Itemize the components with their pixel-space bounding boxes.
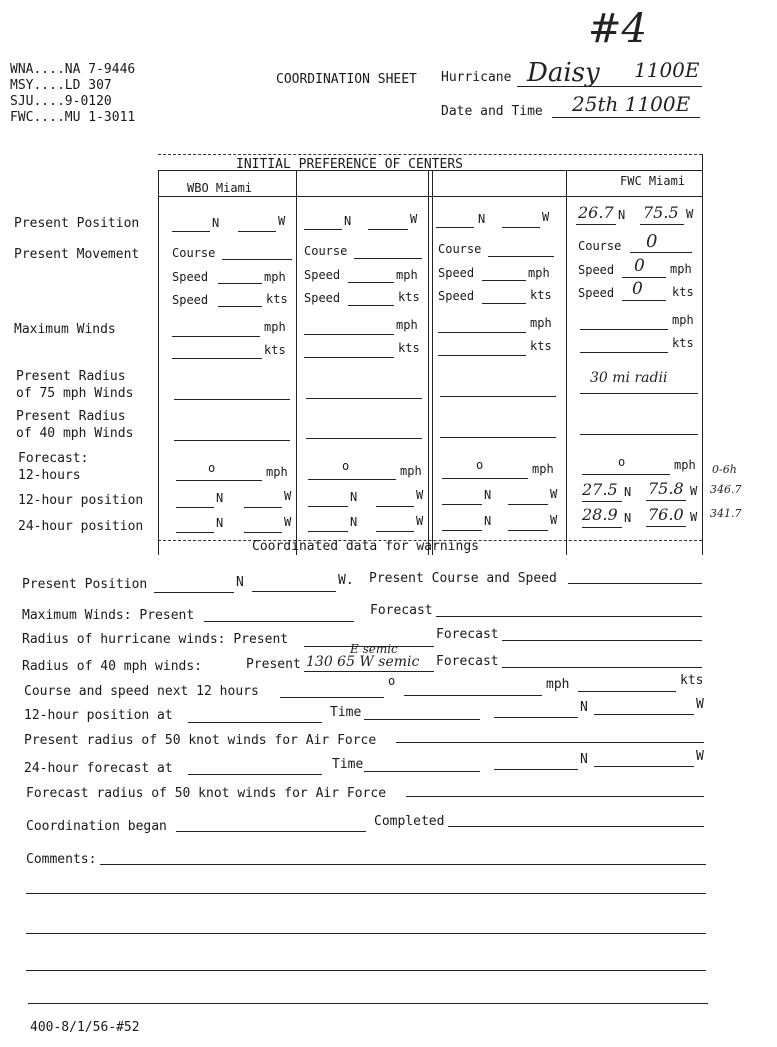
form-rule-line [304, 671, 434, 672]
form-rule-line [702, 154, 703, 555]
table-units-deg-text: o [342, 459, 350, 473]
contact-sju: SJU....9-0120 [10, 94, 112, 109]
form-forecast-text: Forecast [436, 627, 499, 642]
form-rule-line [442, 478, 528, 479]
form-rule-line [482, 303, 526, 304]
form-rule-line [406, 796, 704, 797]
table-units-n-text: N [216, 491, 224, 505]
form-rule-line [580, 352, 668, 353]
form-rule-line [158, 154, 702, 155]
form-rule-line [348, 282, 394, 283]
table-units-n-text: N [478, 212, 486, 226]
table-units-w-text: W [278, 214, 286, 228]
form-rule-line [308, 479, 396, 480]
table-units-mph-text: mph [396, 318, 418, 332]
form-rule-line [28, 1003, 708, 1004]
table-units-w-text: W [284, 515, 292, 529]
table-units-mph-text: mph [532, 462, 554, 476]
form-rule-line [204, 621, 354, 622]
table-units-course-text: Course [578, 239, 622, 253]
form-rule-line [502, 667, 702, 668]
table-units-w-text: W [690, 510, 698, 524]
table-units-mph-text: mph [266, 465, 288, 479]
form-rule-line [432, 170, 433, 555]
form-time-text: Time [332, 757, 364, 772]
form-rule-line [580, 329, 668, 330]
form-time-text: Time [330, 705, 362, 720]
form-rule-line [26, 933, 706, 934]
table-units-mph-text: mph [530, 316, 552, 330]
fwc-pos24-lon: 76.0 [648, 505, 684, 524]
form-rule-line [578, 691, 676, 692]
form-rule-line [172, 231, 210, 232]
fwc-pos24-lat: 28.9 [582, 505, 618, 524]
form-rule-line [176, 831, 366, 832]
table-units-mph-text: mph [528, 266, 550, 280]
row-label-max-winds: Maximum Winds [14, 322, 116, 337]
table-units-w-text: W [410, 212, 418, 226]
form-rule-line [440, 437, 556, 438]
form-radius-hurricane-label: Radius of hurricane winds: Present [22, 632, 289, 647]
form-rule-line [376, 531, 414, 532]
table-units-speed-text: Speed [172, 293, 209, 307]
form-rule-line [26, 893, 706, 894]
form-rule-line [440, 396, 556, 397]
table-units-n-text: N [484, 488, 492, 502]
table-units-kts-text: kts [530, 339, 552, 353]
form-rule-line [436, 227, 474, 228]
fwc-speed-kts: 0 [632, 279, 643, 299]
form-rule-line [594, 766, 694, 767]
form-rule-line [308, 506, 348, 507]
form-n-text: N [580, 752, 588, 767]
form-rule-line [218, 306, 262, 307]
form-rule-line [640, 224, 684, 225]
table-units-speed-text: Speed [304, 268, 341, 282]
form-rule-line [622, 277, 666, 278]
form-radius40-note: E semic [350, 642, 398, 656]
hurricane-line [517, 86, 702, 87]
form-deg-text: o [388, 674, 396, 688]
form-rule-line [222, 259, 292, 260]
form-rule-line [502, 227, 540, 228]
form-n-text: N [236, 575, 244, 590]
form-rule-line [582, 474, 670, 475]
table-units-n-text: N [350, 490, 358, 504]
form-code: 400-8/1/56-#52 [30, 1020, 140, 1035]
form-rule-line [448, 826, 704, 827]
form-rule-line [580, 434, 698, 435]
form-radius40-value: 130 65 W semic [306, 654, 420, 670]
table-units-course-text: Course [438, 242, 482, 256]
form-rule-line [100, 864, 706, 865]
sheet-number-mark: #4 [588, 6, 647, 52]
form-rule-line [244, 507, 282, 508]
form-rule-line [622, 300, 666, 301]
row-label-pos12: 12-hour position [18, 493, 144, 508]
datetime-line [552, 117, 700, 118]
hurricane-time: 1100E [634, 58, 700, 82]
hurricane-label: Hurricane [441, 70, 512, 85]
form-rule-line [304, 357, 394, 358]
row-label-radius40-1: Present Radius [16, 409, 126, 424]
table-units-n-text: N [624, 485, 632, 499]
form-rule-line [442, 504, 482, 505]
table-title: INITIAL PREFERENCE OF CENTERS [236, 157, 463, 172]
table-units-w-text: W [686, 207, 694, 221]
fwc-pos12-lon: 75.8 [648, 479, 684, 498]
table-units-w-text: W [416, 514, 424, 528]
form-rule-line [26, 970, 706, 971]
table-footer: Coordinated data for warnings [252, 539, 479, 554]
form-forecast24-label: 24-hour forecast at [24, 761, 173, 776]
form-rule-line [354, 258, 422, 259]
margin-note-1: 0-6h [712, 463, 737, 476]
form-rule-line [174, 440, 290, 441]
form-rule-line [442, 530, 482, 531]
form-coordination-began-label: Coordination began [26, 819, 167, 834]
table-units-kts-text: kts [264, 343, 286, 357]
form-n-text: N [580, 700, 588, 715]
table-units-deg-text: o [618, 455, 626, 469]
form-rule-line [158, 170, 159, 555]
form-rule-line [482, 280, 526, 281]
form-radius50-present-label: Present radius of 50 knot winds for Air Force [24, 733, 377, 748]
table-units-n-text: N [350, 515, 358, 529]
form-rule-line [508, 530, 548, 531]
form-rule-line [494, 769, 578, 770]
form-rule-line [396, 742, 704, 743]
form-w_dot-text: W. [338, 573, 354, 588]
table-units-kts-text: kts [672, 336, 694, 350]
datetime-value: 25th 1100E [572, 92, 691, 116]
table-units-speed-text: Speed [438, 266, 475, 280]
fwc-lon: 75.5 [643, 203, 679, 222]
form-rule-line [594, 714, 694, 715]
form-rule-line [348, 305, 394, 306]
form-rule-line [576, 224, 616, 225]
form-rule-line [364, 719, 480, 720]
form-rule-line [428, 170, 429, 555]
table-units-kts-text: kts [530, 288, 552, 302]
form-w-text: W [696, 749, 704, 764]
form-rule-line [174, 399, 290, 400]
contact-wna: WNA....NA 7-9446 [10, 62, 136, 77]
table-units-course-text: Course [172, 246, 216, 260]
form-rule-line [494, 717, 578, 718]
form-rule-line [176, 532, 214, 533]
form-rule-line [238, 231, 276, 232]
table-units-mph-text: mph [396, 268, 418, 282]
form-rule-line [368, 229, 408, 230]
table-units-mph-text: mph [670, 262, 692, 276]
margin-note-2: 346.7 [710, 483, 742, 496]
form-rule-line [508, 504, 548, 505]
row-label-radius75-1: Present Radius [16, 369, 126, 384]
table-units-w-text: W [542, 210, 550, 224]
row-label-pos24: 24-hour position [18, 519, 144, 534]
form-rule-line [566, 170, 567, 555]
form-rule-line [580, 393, 698, 394]
form-rule-line [188, 722, 322, 723]
sheet-title: COORDINATION SHEET [276, 72, 417, 87]
form-rule-line [176, 507, 214, 508]
form-rule-line [568, 583, 702, 584]
form-rule-line [188, 774, 322, 775]
table-units-n-text: N [344, 214, 352, 228]
table-units-mph-text: mph [264, 320, 286, 334]
table-units-deg-text: o [208, 461, 216, 475]
row-label-radius40-2: of 40 mph Winds [16, 426, 134, 441]
form-rule-line [376, 506, 414, 507]
form-mph-text: mph [546, 677, 570, 692]
form-rule-line [306, 438, 422, 439]
table-units-mph-text: mph [264, 270, 286, 284]
form-present-text: Present [246, 657, 301, 672]
table-units-n-text: N [624, 511, 632, 525]
table-units-speed-text: Speed [438, 289, 475, 303]
form-rule-line [158, 196, 702, 197]
table-units-speed-text: Speed [304, 291, 341, 305]
fwc-speed-mph: 0 [634, 256, 645, 276]
form-rule-line [308, 531, 348, 532]
fwc-pos12-lat: 27.5 [582, 480, 618, 499]
form-rule-line [404, 695, 542, 696]
margin-note-3: 341.7 [710, 507, 742, 520]
form-forecast-text: Forecast [370, 603, 433, 618]
form-rule-line [304, 334, 394, 335]
form-rule-line [176, 480, 262, 481]
table-units-mph-text: mph [672, 313, 694, 327]
form-rule-line [244, 532, 282, 533]
table-units-kts-text: kts [672, 285, 694, 299]
form-rule-line [582, 527, 622, 528]
table-units-speed-text: Speed [172, 270, 209, 284]
form-rule-line [646, 500, 686, 501]
table-units-mph-text: mph [400, 464, 422, 478]
col-header-fwc-miami: FWC Miami [620, 174, 686, 188]
form-pos12-label: 12-hour position at [24, 708, 173, 723]
form-rule-line [438, 332, 526, 333]
table-units-kts-text: kts [398, 290, 420, 304]
form-radius40-label: Radius of 40 mph winds: [22, 659, 203, 674]
form-present-position-label: Present Position [22, 577, 148, 592]
table-units-n-text: N [618, 208, 626, 222]
table-units-w-text: W [416, 488, 424, 502]
fwc-course: 0 [646, 231, 658, 252]
table-units-speed-text: Speed [578, 263, 615, 277]
hurricane-name: Daisy [527, 58, 600, 88]
form-rule-line [646, 526, 686, 527]
table-units-w-text: W [284, 489, 292, 503]
fwc-radius75: 30 mi radii [590, 370, 668, 386]
row-label-forecast-1: Forecast: [18, 451, 89, 466]
form-rule-line [280, 697, 384, 698]
contact-msy: MSY....LD 307 [10, 78, 112, 93]
form-course-speed-label: Present Course and Speed [369, 571, 557, 586]
form-radius50-forecast-label: Forecast radius of 50 knot winds for Air Force [26, 786, 387, 801]
table-units-w-text: W [690, 484, 698, 498]
form-completed-label: Completed [374, 814, 445, 829]
table-units-kts-text: kts [266, 292, 288, 306]
table-units-n-text: N [212, 216, 220, 230]
row-label-forecast-2: 12-hours [18, 468, 81, 483]
contact-list [10, 62, 135, 126]
col-header-wbo-miami: WBO Miami [187, 181, 253, 195]
table-units-mph-text: mph [674, 458, 696, 472]
form-rule-line [252, 591, 336, 592]
form-rule-line [502, 640, 702, 641]
form-max-winds-label: Maximum Winds: Present [22, 608, 195, 623]
table-units-n-text: N [484, 514, 492, 528]
form-rule-line [218, 283, 262, 284]
contact-fwc: FWC....MU 1-3011 [10, 110, 136, 125]
form-rule-line [630, 252, 692, 253]
form-rule-line [438, 355, 526, 356]
table-units-speed-text: Speed [578, 286, 615, 300]
row-label-present-movement: Present Movement [14, 247, 140, 262]
form-rule-line [154, 592, 234, 593]
table-units-kts-text: kts [398, 341, 420, 355]
form-rule-line [306, 398, 422, 399]
form-rule-line [364, 771, 480, 772]
form-rule-line [582, 501, 622, 502]
form-rule-line [304, 229, 342, 230]
form-rule-line [488, 256, 554, 257]
row-label-radius75-2: of 75 mph Winds [16, 386, 134, 401]
table-units-n-text: N [216, 516, 224, 530]
form-comments-label: Comments: [26, 852, 97, 867]
form-rule-line [172, 336, 260, 337]
table-units-w-text: W [550, 487, 558, 501]
form-w-text: W [696, 697, 704, 712]
table-units-course-text: Course [304, 244, 348, 258]
form-rule-line [296, 170, 297, 555]
fwc-lat: 26.7 [578, 203, 614, 222]
form-course-12-label: Course and speed next 12 hours [24, 684, 259, 699]
form-rule-line [436, 616, 702, 617]
form-forecast-text: Forecast [436, 654, 499, 669]
row-label-present-position: Present Position [14, 216, 140, 231]
form-rule-line [172, 358, 262, 359]
table-units-deg-text: o [476, 458, 484, 472]
form-kts-text: kts [680, 673, 704, 688]
table-units-w-text: W [550, 513, 558, 527]
datetime-label: Date and Time [441, 104, 543, 119]
